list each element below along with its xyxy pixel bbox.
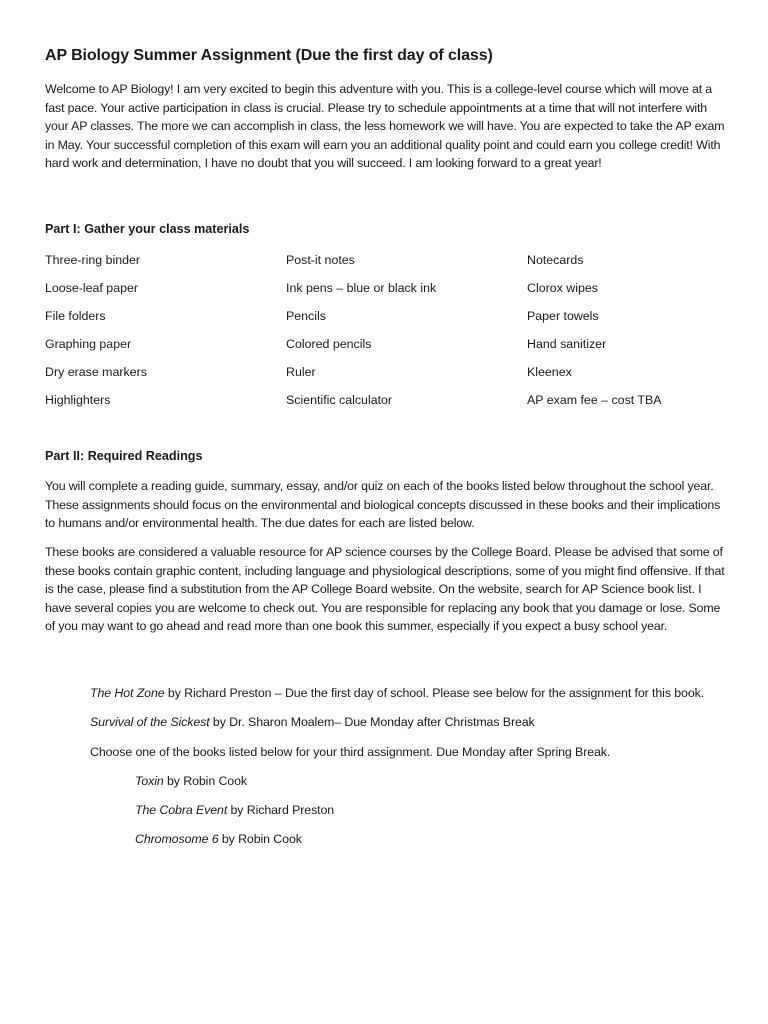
readings-paragraph-2: These books are considered a valuable resource for AP science courses by the College Board. Please be advised that some of these books contain graphic content, including language and physiological descriptions, some of you might find offensive. If that is the case, please find a substitution from the AP College Board website. On the website, search for AP Science book list. I have several copies you are welcome to check out. You are responsible for replacing any book that you damage or lose. Some of you may want to go ahead and read more than one book this summer, especially if you expect a busy school year. (45, 545, 725, 634)
book-details: by Richard Preston – Due the first day of school. Please see below for the assignment for this book. (164, 686, 705, 700)
readings-paragraph-1: You will complete a reading guide, summary, essay, and/or quiz on each of the books listed below throughout the school year. These assignments should focus on the environmental and biological concepts discussed in these books and their implications to humans and/or environmental health. The due dates for each are listed below. (45, 479, 721, 531)
material-item: Post-it notes (286, 253, 355, 267)
material-item: AP exam fee – cost TBA (527, 393, 662, 407)
third-assignment-instruction: Choose one of the books listed below for your third assignment. Due Monday after Spring Break. (90, 745, 611, 759)
material-item: Hand sanitizer (527, 337, 607, 351)
material-item: Loose-leaf paper (45, 281, 138, 295)
material-item: Ink pens – blue or black ink (286, 281, 437, 295)
book-details: by Robin Cook (163, 774, 247, 788)
material-item: Dry erase markers (45, 365, 147, 379)
book-entry-hot-zone (90, 685, 704, 701)
book-title: The Hot Zone (90, 686, 165, 700)
materials-column-3 (527, 252, 662, 420)
material-item: Highlighters (45, 393, 111, 407)
book-entry-survival (90, 714, 535, 730)
book-title: Chromosome 6 (135, 832, 219, 846)
material-item: Ruler (286, 365, 316, 379)
book-title: Toxin (135, 774, 164, 788)
intro-paragraph: Welcome to AP Biology! I am very excited to begin this adventure with you. This is a college-level course which will move at a fast pace. Your active participation in class is crucial. Please try to schedule appointments at a time that will not interfere with your AP classes. The more we can accomplish in class, the less homework we will have. You are expected to take the AP exam in May. Your successful completion of this exam will earn you an additional quality point and could earn you college credit! With hard work and determination, I have no doubt that you will succeed. I am looking forward to a great year! (45, 82, 725, 171)
book-details: by Robin Cook (218, 832, 302, 846)
material-item: Clorox wipes (527, 281, 598, 295)
material-item: Pencils (286, 309, 326, 323)
material-item: Kleenex (527, 365, 572, 379)
part2-heading: Part II: Required Readings (45, 449, 203, 463)
book-title: Survival of the Sickest (90, 715, 210, 729)
book-details: by Richard Preston (227, 803, 335, 817)
material-item: Three-ring binder (45, 253, 141, 267)
book-choice-cobra-event (135, 802, 334, 818)
document-title: AP Biology Summer Assignment (Due the first day of class) (45, 47, 493, 64)
materials-column-2 (286, 252, 436, 420)
material-item: Paper towels (527, 309, 599, 323)
material-item: Graphing paper (45, 337, 132, 351)
materials-column-1 (45, 252, 147, 420)
book-choice-chromosome-6 (135, 831, 302, 847)
material-item: Scientific calculator (286, 393, 393, 407)
material-item: Colored pencils (286, 337, 372, 351)
book-details: by Dr. Sharon Moalem– Due Monday after Christmas Break (209, 715, 535, 729)
part1-heading: Part I: Gather your class materials (45, 222, 250, 236)
book-choice-toxin (135, 773, 247, 789)
material-item: File folders (45, 309, 106, 323)
book-title: The Cobra Event (135, 803, 228, 817)
material-item: Notecards (527, 253, 584, 267)
